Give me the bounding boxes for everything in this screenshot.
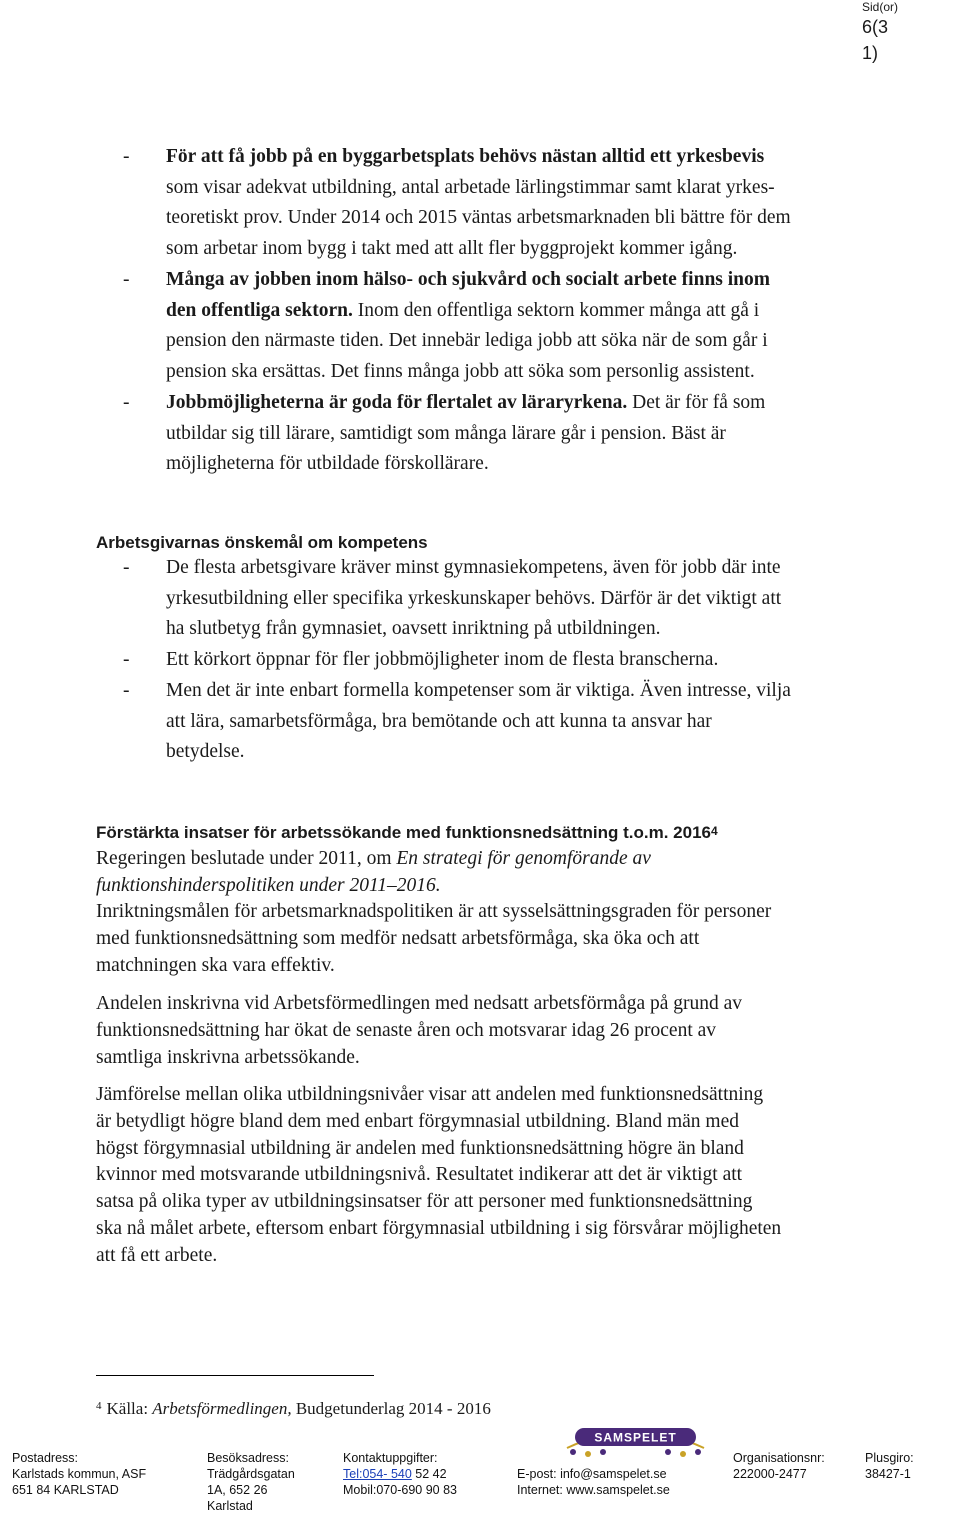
footer-giro <box>865 1450 914 1482</box>
phone-rest: 52 42 <box>411 1467 447 1481</box>
footnote-text: Källa: <box>106 1399 153 1418</box>
footnote-number: 4 <box>96 1400 102 1412</box>
paragraph-line: kvinnor med motsvarande utbildningsnivå. Resultatet indikerar att det är viktigt att <box>96 1164 743 1186</box>
list-item-line: som arbetar inom bygg i takt med att allt fler byggprojekt kommer igång. <box>166 237 738 259</box>
list-item-text: Det är för få som <box>627 392 766 413</box>
footnote-italic: Arbetsförmedlingen, <box>152 1399 292 1418</box>
footer-value: Karlstad <box>207 1499 253 1513</box>
intro-italic: funktionshinderspolitiken under 2011–2016. <box>96 874 441 896</box>
bullet-dash: - <box>123 146 130 167</box>
list-item-text: Inom den offentliga sektorn kommer många att gå i <box>352 299 760 321</box>
footnote <box>96 1398 491 1420</box>
footnote-divider <box>96 1375 374 1376</box>
list-item-bold: Jobbmöjligheterna är goda för flertalet av läraryrkena. <box>166 392 628 413</box>
footer-label: Kontaktuppgifter: <box>343 1451 438 1465</box>
paragraph-line: är betydligt högre bland dem med enbart förgymnasial utbildning. Bland män med <box>96 1110 739 1132</box>
footer-value: 222000-2477 <box>733 1467 807 1481</box>
bullet-dash: - <box>123 680 130 701</box>
paragraph-line: med funktionsnedsättning som medför nedsatt arbetsförmåga, ska öka och att <box>96 927 700 949</box>
paragraph-line: samtliga inskrivna arbetssökande. <box>96 1046 360 1068</box>
footer-value: 651 84 KARLSTAD <box>12 1483 119 1497</box>
footer-value: Mobil:070-690 90 83 <box>343 1483 457 1497</box>
footer-value: 1A, 652 26 <box>207 1483 268 1497</box>
bullet-dash: - <box>123 269 130 290</box>
page-footer <box>0 1450 960 1513</box>
logo-text: SAMSPELET <box>594 1430 677 1445</box>
intro-text: Regeringen beslutade under 2011, om <box>96 848 397 869</box>
footer-web <box>517 1466 670 1498</box>
footer-internet: Internet: www.samspelet.se <box>517 1483 670 1497</box>
list-item-line: pension den närmaste tiden. Det innebär lediga jobb att söka när de som går i <box>166 330 768 352</box>
list-item-line: teoretiskt prov. Under 2014 och 2015 väntas arbetsmarknaden bli bättre för dem <box>166 207 791 229</box>
intro-italic: En strategi för genomförande av <box>396 848 651 869</box>
footer-label: Besöksadress: <box>207 1451 289 1465</box>
footer-value: Karlstads kommun, ASF <box>12 1467 147 1481</box>
footer-label: Organisationsnr: <box>733 1451 825 1465</box>
list-item-line: utbildar sig till lärare, samtidigt som många lärare går i pension. Bäst är <box>166 422 726 444</box>
page-number-line1: 6(3 <box>862 17 889 37</box>
paragraph-line: ska nå målet arbete, eftersom enbart förgymnasial utbildning i sig försvårar möjligheten <box>96 1217 782 1239</box>
list-item-line: Ett körkort öppnar för fler jobbmöjligheter inom de flesta branscherna. <box>166 649 719 670</box>
page-label: Sid(or) <box>862 0 899 14</box>
footer-visit <box>207 1450 295 1514</box>
bullet-dash: - <box>123 392 130 413</box>
paragraph-line: högst förgymnasial utbildning är andelen med funktionsnedsättning högre än bland <box>96 1137 744 1159</box>
list-item-line: Många av jobben inom hälso- och sjukvård och socialt arbete finns inom <box>166 269 771 290</box>
heading-text: Förstärkta insatser för arbetssökande med funktionsnedsättning t.o.m. 2016 <box>96 823 711 842</box>
list-item-line: ha slutbetyg från gymnasiet, oavsett inriktning på utbildningen. <box>166 618 661 640</box>
section-heading-disability <box>96 822 718 844</box>
footer-value: 38427-1 <box>865 1467 911 1481</box>
paragraph-line: att få ett arbete. <box>96 1244 218 1266</box>
page-number-block <box>862 0 898 66</box>
list-item-line: som visar adekvat utbildning, antal arbetade lärlingstimmar samt klarat yrkes- <box>166 176 775 198</box>
paragraph-share <box>96 991 916 1071</box>
paragraph-line: funktionsnedsättning har ökat de senaste åren och motsvarar idag 26 procent av <box>96 1019 717 1041</box>
footer-email: E-post: info@samspelet.se <box>517 1467 667 1481</box>
paragraph-line: Andelen inskrivna vid Arbetsförmedlingen med nedsatt arbetsförmåga på grund av <box>96 993 743 1014</box>
footer-contact <box>343 1450 457 1498</box>
phone-link[interactable]: Tel:054- 540 <box>343 1467 412 1481</box>
list-item-line: De flesta arbetsgivare kräver minst gymnasiekompetens, även för jobb där inte <box>166 557 781 578</box>
list-item-line: att lära, samarbetsförmåga, bra bemötande och att kunna ta ansvar har <box>166 710 712 732</box>
list-item-bold: den offentliga sektorn. <box>166 299 353 321</box>
paragraph-line: Jämförelse mellan olika utbildningsnivåer visar att andelen med funktionsnedsättning <box>96 1084 764 1105</box>
paragraph-comparison <box>96 1082 916 1270</box>
list-item-line: möjligheterna för utbildade förskollärare. <box>166 453 489 475</box>
footnote-text: Budgetunderlag 2014 - 2016 <box>291 1399 491 1418</box>
footnote-ref: 4 <box>711 824 718 838</box>
section-heading-competence: Arbetsgivarnas önskemål om kompetens <box>96 533 428 552</box>
list-item-line: Men det är inte enbart formella kompetenser som är viktiga. Även intresse, vilja <box>166 680 791 701</box>
paragraph-line: satsa på olika typer av utbildningsinsatser för att personer med funktionsnedsättning <box>96 1191 753 1213</box>
footer-label: Plusgiro: <box>865 1451 914 1465</box>
paragraph-goals <box>96 899 916 979</box>
footer-label: Postadress: <box>12 1451 79 1465</box>
paragraph-intro <box>96 846 916 900</box>
page-number-line2: 1) <box>862 43 879 63</box>
bullet-dash: - <box>123 649 130 670</box>
paragraph-line: matchningen ska vara effektiv. <box>96 954 335 976</box>
footer-postal <box>12 1450 146 1498</box>
list-item-line: För att få jobb på en byggarbetsplats behövs nästan alltid ett yrkesbevis <box>166 146 765 167</box>
footer-org <box>733 1450 825 1482</box>
paragraph-line: Inriktningsmålen för arbetsmarknadspolitiken är att sysselsättningsgraden för personer <box>96 901 772 922</box>
list-item-line: pension ska ersättas. Det finns många jobb att söka som personlig assistent. <box>166 360 755 382</box>
bullet-dash: - <box>123 557 130 578</box>
list-item-line: betydelse. <box>166 741 245 763</box>
footer-value: Trädgårdsgatan <box>207 1467 295 1481</box>
list-item-line: yrkesutbildning eller specifika yrkeskunskaper behövs. Därför är det viktigt att <box>166 587 782 609</box>
